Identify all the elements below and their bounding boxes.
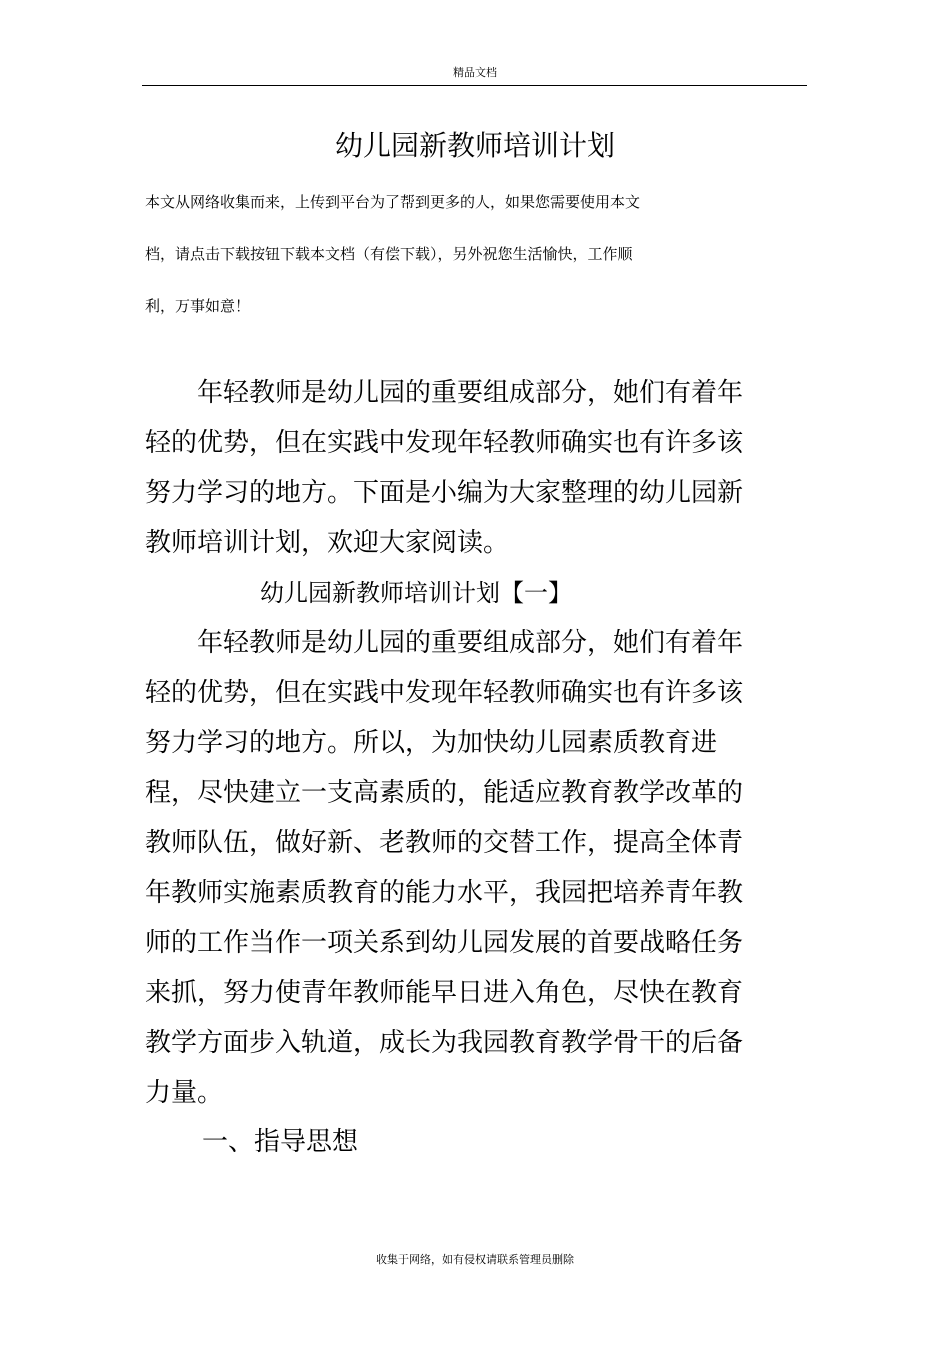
paragraph-line: 年轻教师是幼儿园的重要组成部分，她们有着年 — [145, 628, 744, 658]
subsection-heading: 一、指导思想 — [202, 1127, 359, 1157]
paragraph-line: 努力学习的地方。下面是小编为大家整理的幼儿园新 — [145, 478, 744, 508]
paragraph-line: 程，尽快建立一支高素质的，能适应教育教学改革的 — [145, 778, 744, 808]
notice-line: 档，请点击下载按钮下载本文档（有偿下载），另外祝您生活愉快，工作顺 — [145, 245, 633, 263]
header-divider — [142, 85, 807, 86]
notice-line: 本文从网络收集而来，上传到平台为了帮到更多的人，如果您需要使用本文 — [145, 193, 641, 211]
download-notice — [145, 176, 765, 332]
paragraph-line: 轻的优势，但在实践中发现年轻教师确实也有许多该 — [145, 678, 744, 708]
paragraph-line: 力量。 — [145, 1078, 224, 1108]
paragraph-line: 努力学习的地方。所以，为加快幼儿园素质教育进 — [145, 728, 718, 758]
paragraph-line: 年轻教师是幼儿园的重要组成部分，她们有着年 — [145, 378, 744, 408]
paragraph-line: 年教师实施素质教育的能力水平，我园把培养青年教 — [145, 878, 744, 908]
intro-paragraph — [145, 368, 775, 568]
page-header: 精品文档 — [453, 66, 497, 79]
section-heading: 幼儿园新教师培训计划【一】 — [260, 579, 572, 607]
paragraph-line: 教学方面步入轨道，成长为我园教育教学骨干的后备 — [145, 1028, 744, 1058]
body-paragraph — [145, 618, 775, 1118]
paragraph-line: 来抓，努力使青年教师能早日进入角色，尽快在教育 — [145, 978, 744, 1008]
paragraph-line: 教师队伍，做好新、老教师的交替工作，提高全体青 — [145, 828, 744, 858]
page-footer: 收集于网络，如有侵权请联系管理员删除 — [376, 1253, 574, 1266]
paragraph-line: 轻的优势，但在实践中发现年轻教师确实也有许多该 — [145, 428, 744, 458]
paragraph-line: 师的工作当作一项关系到幼儿园发展的首要战略任务 — [145, 928, 744, 958]
notice-line: 利，万事如意！ — [145, 297, 251, 315]
paragraph-line: 教师培训计划，欢迎大家阅读。 — [145, 528, 510, 558]
document-title: 幼儿园新教师培训计划 — [334, 129, 615, 162]
